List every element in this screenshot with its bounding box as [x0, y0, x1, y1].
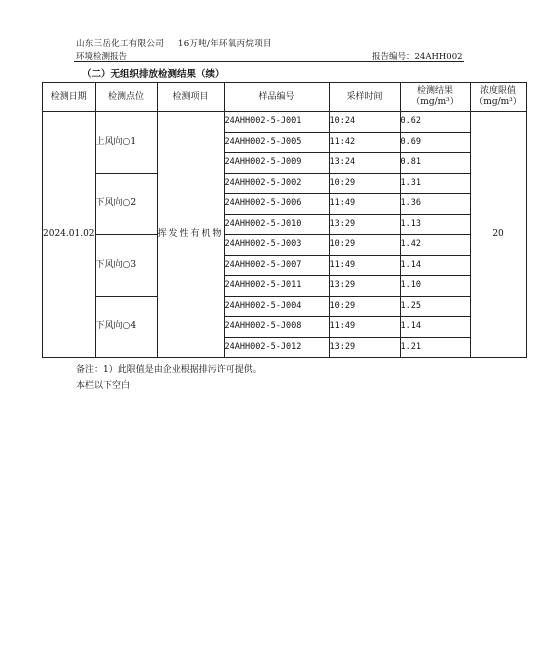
- location-cell: 下风向○4: [95, 296, 157, 358]
- sample-number: 24AHH002-5-J001: [224, 112, 329, 133]
- sample-number: 24AHH002-5-J003: [224, 235, 329, 256]
- result-value: 1.42: [400, 235, 470, 256]
- results-table: [42, 82, 527, 358]
- result-value: 0.81: [400, 153, 470, 174]
- sample-time: 11:42: [329, 132, 400, 153]
- sample-time: 10:29: [329, 235, 400, 256]
- limit-value: 20: [470, 112, 526, 358]
- sample-time: 11:49: [329, 255, 400, 276]
- sample-number: 24AHH002-5-J006: [224, 194, 329, 215]
- location-cell: 上风向○1: [95, 112, 157, 174]
- sample-number: 24AHH002-5-J008: [224, 317, 329, 338]
- test-item: 挥发性有机物: [157, 112, 224, 358]
- table-row: [43, 173, 527, 194]
- header-result-unit: （mg/m³）: [411, 97, 459, 107]
- sample-time: 13:29: [329, 276, 400, 297]
- result-value: 1.21: [400, 337, 470, 358]
- result-value: 1.14: [400, 255, 470, 276]
- table-row: [43, 112, 527, 133]
- report-number: 报告编号：24AHH002: [372, 52, 463, 62]
- sample-time: 10:29: [329, 173, 400, 194]
- section-title: （二）无组织排放检测结果（续）: [82, 69, 225, 80]
- sample-time: 10:24: [329, 112, 400, 133]
- location-cell: 下风向○3: [95, 235, 157, 297]
- header-time: 采样时间: [329, 83, 400, 112]
- sample-number: 24AHH002-5-J012: [224, 337, 329, 358]
- end-of-table-note: 本栏以下空白: [76, 381, 131, 391]
- header-limit: 浓度限值 （mg/m³）: [470, 83, 526, 112]
- sample-date: 2024.01.02: [43, 112, 96, 358]
- location-cell: 下风向○2: [95, 173, 157, 235]
- report-type: 环境检测报告: [76, 52, 128, 62]
- result-value: 1.13: [400, 214, 470, 235]
- header-sample-no: 样品编号: [224, 83, 329, 112]
- sample-number: 24AHH002-5-J004: [224, 296, 329, 317]
- result-value: 0.62: [400, 112, 470, 133]
- result-value: 0.69: [400, 132, 470, 153]
- header-limit-unit: （mg/m³）: [474, 97, 522, 107]
- header-result: 检测结果 （mg/m³）: [400, 83, 470, 112]
- sample-time: 13:29: [329, 337, 400, 358]
- result-value: 1.10: [400, 276, 470, 297]
- sample-time: 13:29: [329, 214, 400, 235]
- header-item: 检测项目: [157, 83, 224, 112]
- company-name: 山东三岳化工有限公司: [76, 39, 165, 49]
- sample-time: 11:49: [329, 317, 400, 338]
- sample-number: 24AHH002-5-J009: [224, 153, 329, 174]
- table-row: [43, 296, 527, 317]
- project-name: 16万吨/年环氧丙烷项目: [178, 39, 272, 49]
- sample-number: 24AHH002-5-J002: [224, 173, 329, 194]
- sample-time: 13:24: [329, 153, 400, 174]
- result-value: 1.31: [400, 173, 470, 194]
- sample-number: 24AHH002-5-J011: [224, 276, 329, 297]
- result-value: 1.25: [400, 296, 470, 317]
- result-value: 1.36: [400, 194, 470, 215]
- sample-time: 11:49: [329, 194, 400, 215]
- report-header-line1: [76, 37, 272, 49]
- header-divider: [74, 61, 464, 62]
- sample-number: 24AHH002-5-J007: [224, 255, 329, 276]
- footnote: 备注：1）此限值是由企业根据排污许可提供。: [76, 365, 262, 375]
- sample-number: 24AHH002-5-J010: [224, 214, 329, 235]
- sample-number: 24AHH002-5-J005: [224, 132, 329, 153]
- header-location: 检测点位: [95, 83, 157, 112]
- sample-time: 10:29: [329, 296, 400, 317]
- table-row: [43, 235, 527, 256]
- header-date: 检测日期: [43, 83, 96, 112]
- result-value: 1.14: [400, 317, 470, 338]
